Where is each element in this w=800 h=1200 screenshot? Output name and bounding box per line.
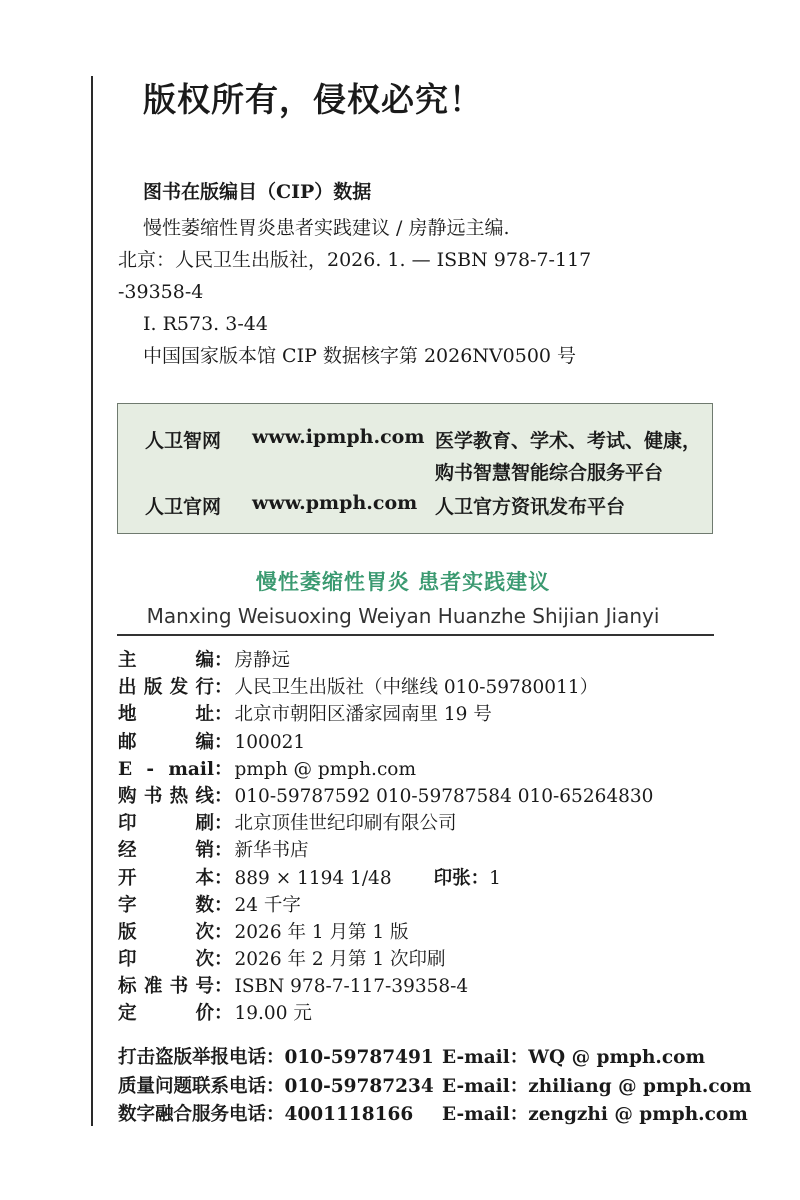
info-value-text: ISBN 978-7-117-39358-4 bbox=[234, 976, 469, 998]
info-colon: ： bbox=[214, 731, 233, 753]
info-label bbox=[118, 729, 214, 756]
info-label bbox=[118, 783, 214, 810]
info-label-char: 邮 bbox=[118, 731, 137, 753]
info-value bbox=[233, 892, 301, 919]
info-value-text: 新华书店 bbox=[234, 840, 309, 862]
website-url[interactable]: www.pmph.com bbox=[252, 492, 418, 514]
info-row bbox=[118, 1000, 738, 1027]
info-label-char: 定 bbox=[118, 1003, 137, 1025]
website-desc-cont: 购书智慧智能综合服务平台 bbox=[435, 462, 664, 484]
cip-publisher-line: 北京：人民卫生出版社，2026. 1. — ISBN 978-7-117 bbox=[118, 249, 592, 271]
info-label-char: 热 bbox=[169, 785, 189, 807]
cip-record-number: 中国国家版本馆 CIP 数据核字第 2026NV0500 号 bbox=[143, 345, 577, 367]
info-label-char: - bbox=[146, 758, 155, 780]
info-value-text: pmph @ pmph.com bbox=[234, 758, 416, 780]
info-colon: ： bbox=[214, 704, 233, 726]
info-colon: ： bbox=[214, 921, 233, 943]
info-value bbox=[233, 756, 416, 783]
info-value bbox=[233, 973, 469, 1000]
info-label-char: 地 bbox=[118, 704, 137, 726]
hotline-email: E-mail：zengzhi @ pmph.com bbox=[442, 1104, 748, 1125]
info-colon: ： bbox=[214, 949, 233, 971]
info-label bbox=[118, 973, 214, 1000]
info-colon: ： bbox=[214, 785, 233, 807]
info-colon: ： bbox=[214, 894, 233, 916]
hotline-row bbox=[118, 1101, 748, 1130]
info-row bbox=[118, 946, 738, 973]
hotline-label: 质量问题联系电话：010-59787234 bbox=[118, 1075, 434, 1097]
book-title-pinyin: Manxing Weisuoxing Weiyan Huanzhe Shijian Jianyi bbox=[146, 604, 660, 628]
info-value bbox=[233, 701, 492, 728]
info-label-char: 购 bbox=[118, 785, 137, 807]
info-value-text: 889 × 1194 1/48 bbox=[234, 867, 392, 889]
info-value bbox=[233, 837, 309, 864]
info-value-text: 北京顶佳世纪印刷有限公司 bbox=[234, 813, 457, 835]
info-row bbox=[118, 674, 738, 701]
cip-isbn-cont: -39358-4 bbox=[118, 281, 204, 303]
info-label-char: 印 bbox=[118, 813, 137, 835]
info-label bbox=[118, 647, 214, 674]
info-row bbox=[118, 701, 738, 728]
info-label bbox=[118, 946, 214, 973]
book-title-block bbox=[92, 566, 714, 628]
info-row bbox=[118, 783, 738, 810]
info-value-text: 2026 年 2 月第 1 次印刷 bbox=[234, 949, 446, 971]
info-label-char: 主 bbox=[118, 650, 137, 671]
info-value bbox=[233, 919, 409, 946]
info-value-text: 房静远 bbox=[234, 650, 291, 671]
info-label bbox=[118, 919, 214, 946]
website-url[interactable]: www.ipmph.com bbox=[252, 426, 425, 448]
info-label-char: 编 bbox=[195, 731, 214, 753]
info-row bbox=[118, 865, 738, 892]
info-label-char: 次 bbox=[195, 921, 214, 943]
cip-title-line: 慢性萎缩性胃炎患者实践建议 / 房静远主编. bbox=[143, 217, 510, 239]
info-row bbox=[118, 756, 738, 783]
info-value-text: 100021 bbox=[234, 731, 306, 753]
info-colon: ： bbox=[214, 813, 233, 835]
info-value-text: 人民卫生出版社（中继线 010-59780011） bbox=[234, 677, 599, 699]
website-desc: 人卫官方资讯发布平台 bbox=[435, 496, 626, 518]
info-label-char: 发 bbox=[169, 677, 189, 699]
info-label-char: 开 bbox=[118, 867, 137, 889]
info-value bbox=[233, 810, 457, 837]
info-label bbox=[118, 837, 214, 864]
website-desc: 医学教育、学术、考试、健康， bbox=[435, 430, 702, 452]
info-sheets-value: 1 bbox=[489, 867, 501, 889]
info-label-char: 次 bbox=[195, 949, 214, 971]
info-value bbox=[233, 674, 599, 701]
info-label bbox=[118, 1000, 214, 1027]
info-value bbox=[233, 729, 306, 756]
info-label-char: 行 bbox=[195, 677, 214, 699]
info-value-text: 2026 年 1 月第 1 版 bbox=[234, 921, 409, 943]
info-label-char: 准 bbox=[143, 976, 163, 998]
info-colon: ： bbox=[214, 650, 233, 671]
info-colon: ： bbox=[214, 677, 233, 699]
info-label-char: 版 bbox=[118, 921, 137, 943]
info-label bbox=[118, 701, 214, 728]
publication-info bbox=[118, 647, 738, 1028]
info-label-char: 销 bbox=[195, 840, 214, 862]
info-value-text: 19.00 元 bbox=[234, 1003, 312, 1025]
info-value bbox=[233, 1000, 312, 1027]
cip-classification: I. R573. 3-44 bbox=[143, 313, 268, 335]
info-label-char: 字 bbox=[118, 894, 137, 916]
info-label-char: mail bbox=[168, 758, 214, 780]
title-separator bbox=[117, 634, 714, 636]
info-value bbox=[233, 946, 446, 973]
info-label-char: 书 bbox=[143, 785, 163, 807]
info-label bbox=[118, 892, 214, 919]
info-colon: ： bbox=[214, 758, 233, 780]
info-label-char: 刷 bbox=[195, 813, 214, 835]
hotline-row bbox=[118, 1073, 752, 1102]
info-label-char: 印 bbox=[118, 949, 137, 971]
info-colon: ： bbox=[214, 976, 233, 998]
info-label-char: 出 bbox=[118, 677, 137, 699]
info-row bbox=[118, 919, 738, 946]
info-label-char: 线 bbox=[195, 785, 214, 807]
website-box bbox=[117, 403, 713, 534]
info-colon: ： bbox=[214, 867, 233, 889]
info-label bbox=[118, 674, 214, 701]
cip-data-block bbox=[118, 176, 738, 372]
info-colon: ： bbox=[214, 840, 233, 862]
info-row bbox=[118, 647, 738, 674]
info-label-char: 号 bbox=[195, 976, 214, 998]
copyright-notice: 版权所有，侵权必究！ bbox=[143, 80, 483, 119]
hotline-label: 数字融合服务电话：4001118166 bbox=[118, 1104, 414, 1125]
hotline-row bbox=[118, 1044, 706, 1073]
info-label bbox=[118, 865, 214, 892]
website-name: 人卫官网 bbox=[145, 496, 222, 518]
info-sheets-label: 印张： bbox=[433, 867, 490, 889]
info-row bbox=[118, 892, 738, 919]
info-label-char: 经 bbox=[118, 840, 137, 862]
info-value bbox=[233, 783, 654, 810]
info-label-char: 版 bbox=[143, 677, 163, 699]
info-row bbox=[118, 810, 738, 837]
info-label-char: 标 bbox=[118, 976, 137, 998]
hotline-email: E-mail：WQ @ pmph.com bbox=[442, 1047, 706, 1068]
hotline-block bbox=[118, 1044, 752, 1130]
info-row bbox=[118, 729, 738, 756]
info-label-char: 本 bbox=[195, 867, 214, 889]
info-value bbox=[233, 865, 501, 892]
info-value-text: 北京市朝阳区潘家园南里 19 号 bbox=[234, 704, 492, 726]
info-label-char: 编 bbox=[195, 650, 214, 671]
info-value bbox=[233, 647, 291, 674]
info-row bbox=[118, 837, 738, 864]
info-label bbox=[118, 810, 214, 837]
info-label-char: 价 bbox=[195, 1003, 214, 1025]
info-value-text: 010-59787592 010-59787584 010-65264830 bbox=[234, 785, 654, 807]
info-label bbox=[118, 756, 214, 783]
info-label-char: E bbox=[118, 758, 133, 780]
info-label-char: 书 bbox=[169, 976, 189, 998]
info-value-text: 24 千字 bbox=[234, 894, 301, 916]
info-label-char: 址 bbox=[195, 704, 214, 726]
website-name: 人卫智网 bbox=[145, 430, 222, 452]
info-label-char: 数 bbox=[195, 894, 214, 916]
cip-heading: 图书在版编目（CIP）数据 bbox=[143, 181, 372, 203]
book-title-chinese: 慢性萎缩性胃炎 患者实践建议 bbox=[255, 570, 551, 594]
info-colon: ： bbox=[214, 1003, 233, 1025]
hotline-label: 打击盗版举报电话：010-59787491 bbox=[118, 1047, 434, 1068]
info-row bbox=[118, 973, 738, 1000]
hotline-email: E-mail：zhiliang @ pmph.com bbox=[442, 1075, 752, 1097]
